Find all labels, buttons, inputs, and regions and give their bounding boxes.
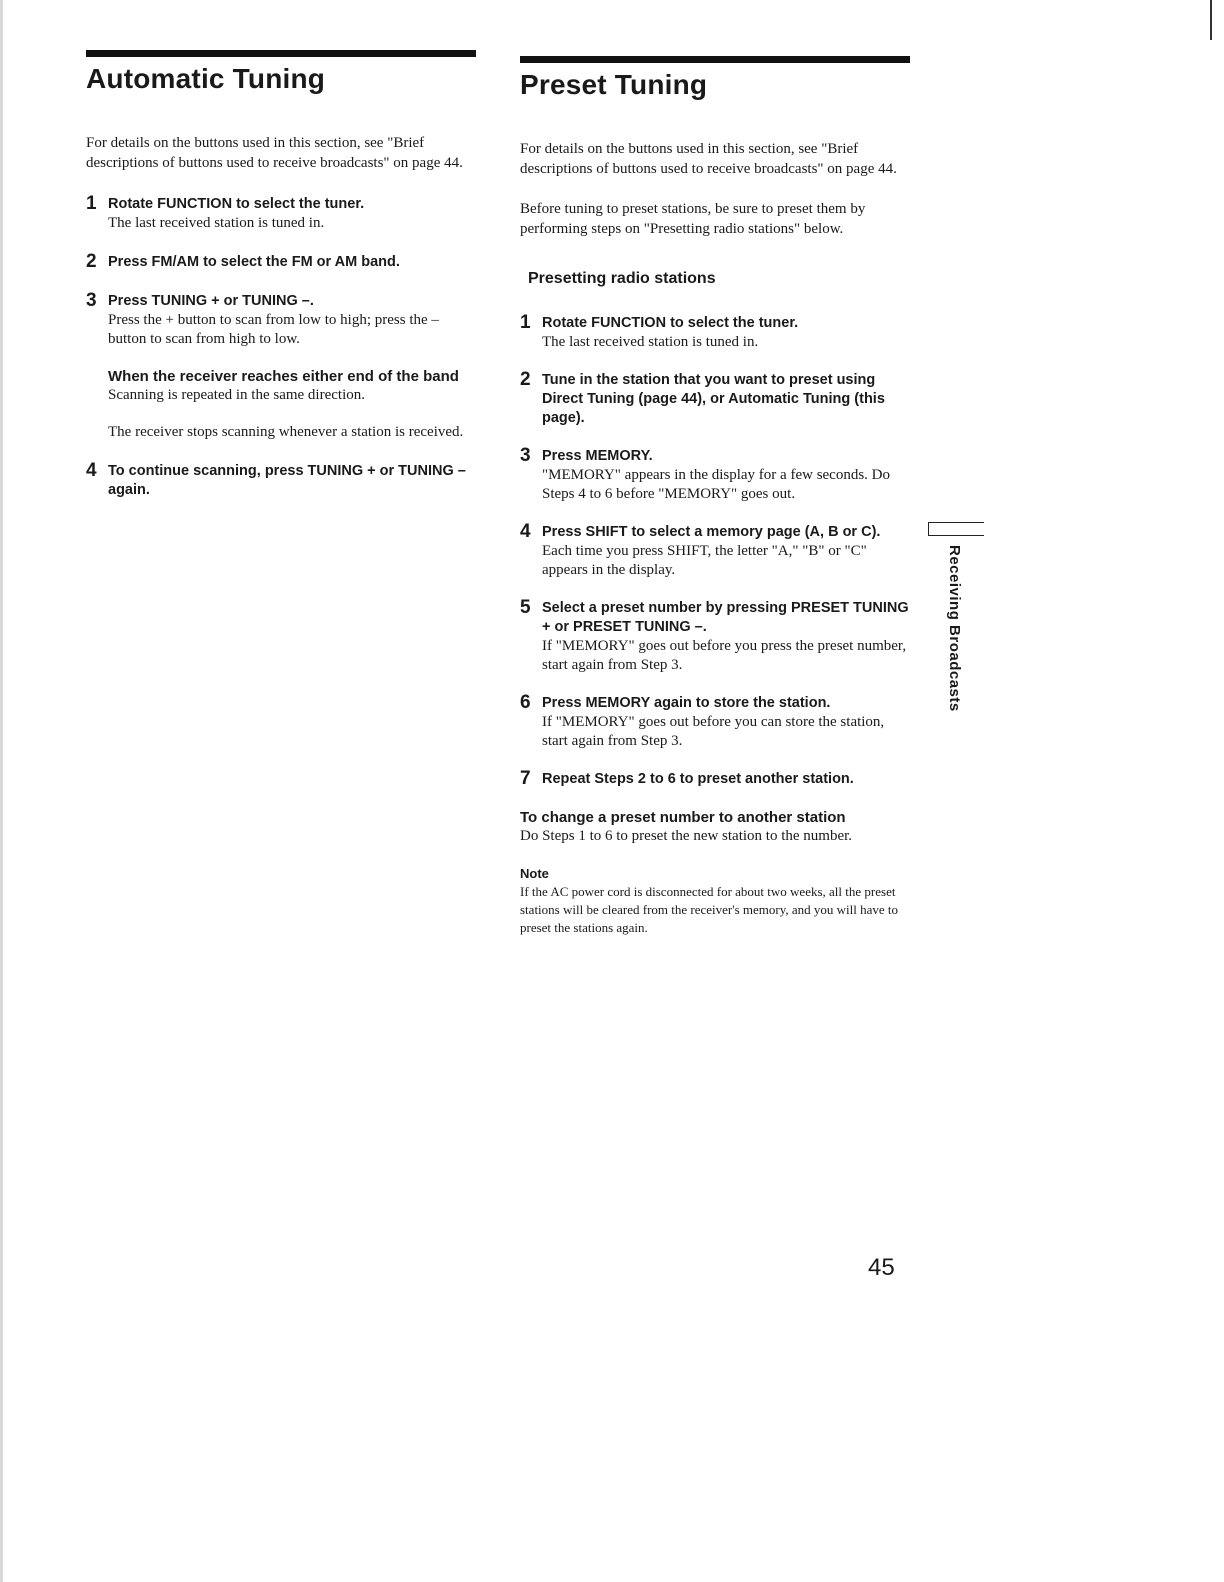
automatic-tuning-title: Automatic Tuning [86,63,326,94]
step-title: Press SHIFT to select a memory page (A, B or C). [542,524,881,540]
preset-tuning-section [520,56,910,937]
step-number: 7 [520,768,531,789]
preset-step-1 [520,314,910,352]
step-desc: Press the + button to scan from low to high; press the – button to scan from high to low. [108,312,439,347]
step-title: To continue scanning, press TUNING + or TUNING – again. [108,463,466,498]
automatic-intro: For details on the buttons used in this section, see "Brief descriptions of buttons used to receive broadcasts" on page 44. [86,135,463,171]
side-tab-label: Receiving Broadcasts [946,545,963,712]
change-heading: To change a preset number to another station [520,809,846,826]
preset-before-text: Before tuning to preset stations, be sure to preset them by performing steps on "Presetting radio stations" below. [520,201,866,237]
auto-step-2 [86,253,478,272]
step-title: Rotate FUNCTION to select the tuner. [108,196,365,212]
step-number: 1 [86,193,97,214]
step-title: Press MEMORY. [542,448,653,464]
step-title: Press FM/AM to select the FM or AM band. [108,254,400,270]
step-desc: The last received station is tuned in. [108,215,325,231]
step-number: 2 [520,369,531,390]
automatic-tuning-section [86,50,478,500]
step-title: Press TUNING + or TUNING –. [108,293,314,309]
step-title: Rotate FUNCTION to select the tuner. [542,315,799,331]
step-title: Repeat Steps 2 to 6 to preset another station. [542,771,854,787]
step-number: 2 [86,251,97,272]
preset-step-4 [520,523,910,580]
auto-step-3 [86,292,478,442]
step-number: 4 [86,460,97,481]
step-title: Tune in the station that you want to preset using Direct Tuning (page 44), or Automatic Tuning (this page). [542,372,885,426]
section-rule [86,50,476,57]
step-number: 6 [520,692,531,713]
step-number: 4 [520,521,531,542]
step-desc: If "MEMORY" goes out before you press the preset number, start again from Step 3. [542,638,907,673]
preset-step-2 [520,371,910,428]
note-label: Note [520,866,549,881]
step-number: 3 [520,445,531,466]
stop-text: The receiver stops scanning whenever a station is received. [108,424,464,440]
step-number: 1 [520,312,531,333]
step-desc: Each time you press SHIFT, the letter "A," "B" or "C" appears in the display. [542,543,867,578]
page-number: 45 [868,1254,895,1281]
note-text: If the AC power cord is disconnected for about two weeks, all the preset stations will be cleared from the receiver's memory, and you will have to preset the stations again. [520,884,899,935]
preset-intro: For details on the buttons used in this section, see "Brief descriptions of buttons used to receive broadcasts" on page 44. [520,141,897,177]
preset-step-7 [520,770,910,789]
preset-step-6 [520,694,910,751]
side-tab-marker [928,522,984,536]
step-title: Select a preset number by pressing PRESET TUNING + or PRESET TUNING –. [542,600,909,635]
step-number: 5 [520,597,531,618]
preset-step-3 [520,447,910,504]
scan-left-edge [0,0,3,1582]
step-desc: "MEMORY" appears in the display for a few seconds. Do Steps 4 to 6 before "MEMORY" goes out. [542,467,891,502]
scan-right-edge [1210,0,1212,40]
presetting-subtitle: Presetting radio stations [528,270,716,287]
auto-step-1 [86,195,478,233]
step-number: 3 [86,290,97,311]
band-text: Scanning is repeated in the same direction. [108,387,365,403]
band-heading: When the receiver reaches either end of the band [108,368,459,385]
section-rule [520,56,910,63]
step-desc: If "MEMORY" goes out before you can store the station, start again from Step 3. [542,714,885,749]
step-desc: The last received station is tuned in. [542,334,759,350]
auto-step-4 [86,462,478,500]
step-title: Press MEMORY again to store the station. [542,695,831,711]
preset-tuning-title: Preset Tuning [520,69,708,100]
preset-step-5 [520,599,910,675]
change-text: Do Steps 1 to 6 to preset the new station to the number. [520,828,853,844]
